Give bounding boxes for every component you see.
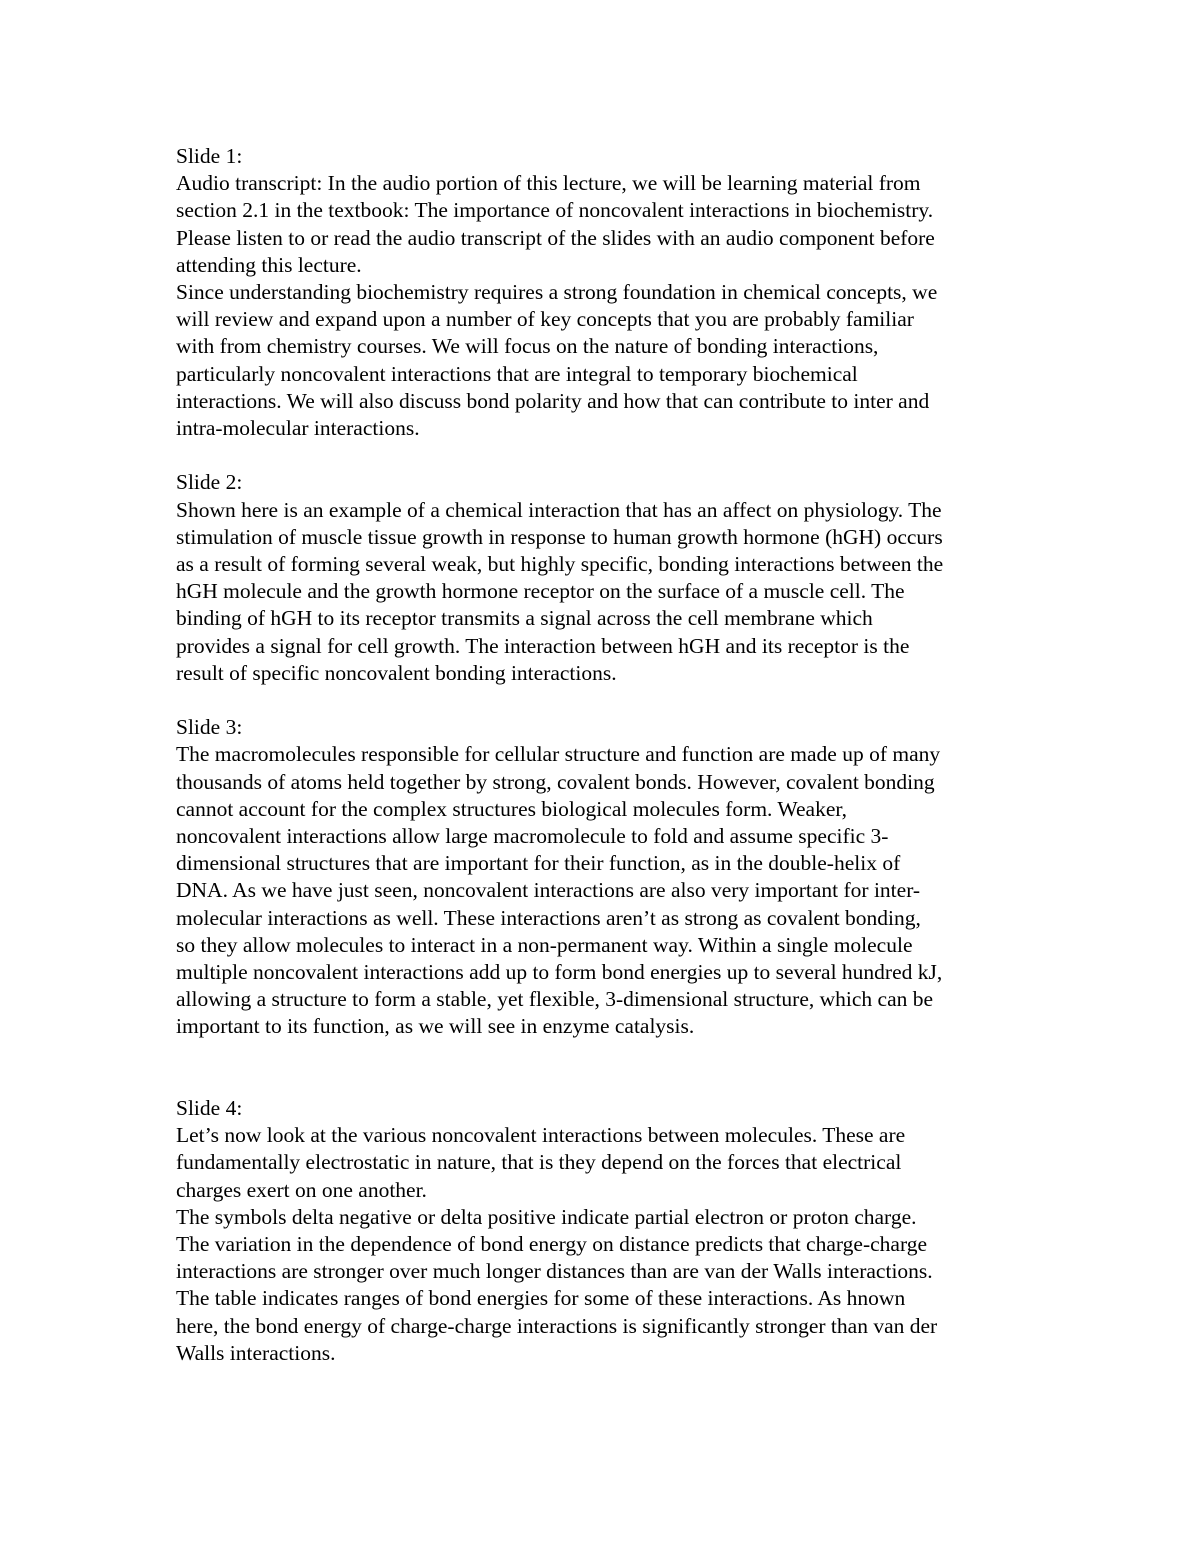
- slide-1-heading: Slide 1:: [176, 144, 243, 168]
- slide-4-paragraph-2: The symbols delta negative or delta positive indicate partial electron or proton charge. The variation in the dependence of bond energy on distance predicts that charge-charge interactions are stronger over much longer distances than are van der Walls interactions. The table indicates ranges of bond energies for some of these interactions. As hnown here, the bond energy of charge-charge interactions is significantly stronger than van der Walls interactions.: [176, 1204, 938, 1365]
- slide-3-paragraph-1: The macromolecules responsible for cellular structure and function are made up of many thousands of atoms held together by strong, covalent bonds. However, covalent bonding cannot account for the complex structures biological molecules form. Weaker, noncovalent interactions allow large macromolecule to fold and assume specific 3- dimensional structures that are important for their function, as in the double-helix of DNA. As we have just seen, noncovalent interactions are also very important for inter- molecular interactions as well. These interactions aren’t as strong as covalent bonding, so they allow molecules to interact in a non-permanent way. Within a single molecule multiple noncovalent interactions add up to form bond energies up to several hundred kJ, allowing a structure to form a stable, yet flexible, 3-dimensional structure, which can be important to its function, as we will see in enzyme catalysis.: [176, 742, 943, 1039]
- slide-1-paragraph-2: Since understanding biochemistry requires a strong foundation in chemical concepts, we will review and expand upon a number of key concepts that you are probably familiar with from chemistry courses. We will focus on the nature of bonding interactions, particularly noncovalent interactions that are integral to temporary biochemical interactions. We will also discuss bond polarity and how that can contribute to inter and intra-molecular interactions.: [176, 280, 938, 441]
- section-spacer: [176, 1041, 1026, 1095]
- slide-4-paragraph-1: Let’s now look at the various noncovalent interactions between molecules. These are fundamentally electrostatic in nature, that is they depend on the forces that electrical charges exert on one another.: [176, 1123, 906, 1202]
- section-spacer: [176, 442, 1026, 469]
- slide-4-heading: Slide 4:: [176, 1096, 243, 1121]
- section-spacer: [176, 687, 1026, 714]
- slide-1-paragraph-1: Audio transcript: In the audio portion of this lecture, we will be learning material from section 2.1 in the textbook: The importance of noncovalent interactions in biochemistry. Please listen to or read the audio transcript of the slides with an audio component before attending this lecture.: [176, 171, 935, 277]
- document-page: [176, 143, 1026, 1367]
- slide-3-heading: Slide 3:: [176, 715, 243, 740]
- slide-2-heading: Slide 2:: [176, 470, 243, 495]
- slide-2-paragraph-1: Shown here is an example of a chemical interaction that has an affect on physiology. The stimulation of muscle tissue growth in response to human growth hormone (hGH) occurs as a result of forming several weak, but highly specific, bonding interactions between the hGH molecule and the growth hormone receptor on the surface of a muscle cell. The binding of hGH to its receptor transmits a signal across the cell membrane which provides a signal for cell growth. The interaction between hGH and its receptor is the result of specific noncovalent bonding interactions.: [176, 497, 944, 685]
